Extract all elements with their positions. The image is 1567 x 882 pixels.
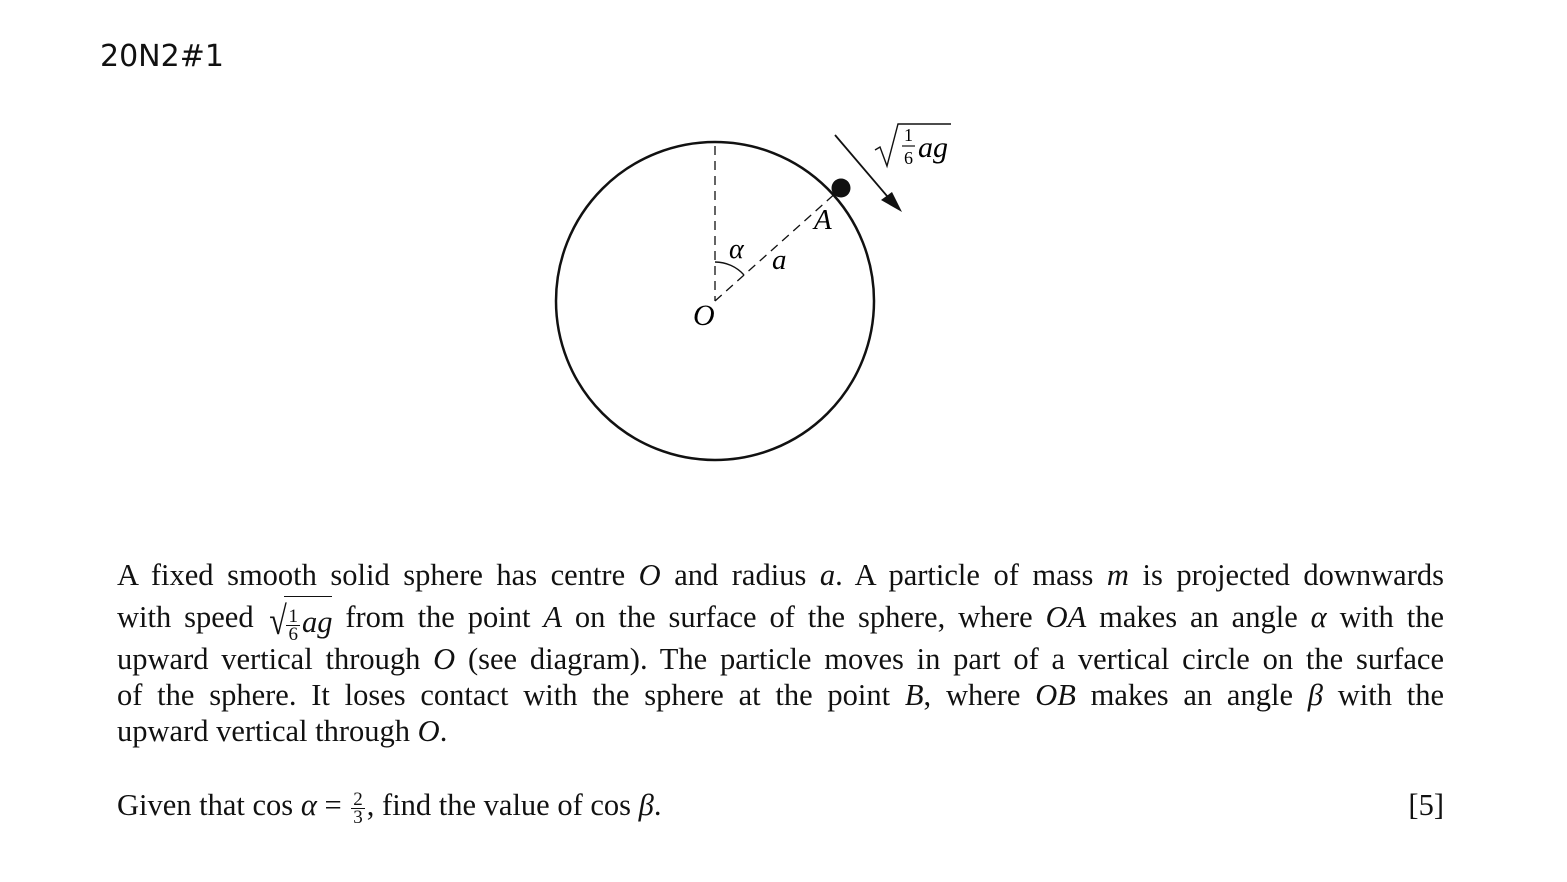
speed-ag: ag [918, 131, 948, 164]
label-point-a: A [814, 204, 832, 236]
problem-line-4: of the sphere. It loses contact with the sphere at the point B, where OB makes an angle β with the [117, 678, 1444, 712]
question-id: 20N2#1 [100, 39, 224, 74]
speed-label [875, 124, 951, 168]
particle-dot [832, 179, 851, 198]
speed-expression: √ $\frac{1}{6}$ ag [268, 598, 333, 645]
problem-line-3: upward vertical through O (see diagram). The particle moves in part of a vertical circle on the surface [117, 642, 1444, 676]
label-angle-alpha: α [729, 234, 744, 265]
problem-line-1: A fixed smooth solid sphere has centre O and radius a. A particle of mass m is projected downwards [117, 558, 1444, 592]
velocity-arrow-head [881, 192, 902, 212]
question-fraction: $\frac{2}{3}$ [353, 788, 363, 828]
question-line [117, 785, 1444, 826]
question-text: Given that cos α = $\frac{2}{3}$ , find the value of cos β. [117, 788, 662, 828]
marks-label: [5] [1408, 788, 1444, 822]
speed-fraction-numerator: 1 [904, 125, 913, 145]
label-centre-o: O [693, 299, 715, 332]
label-radius-a: a [772, 244, 787, 276]
problem-statement [117, 557, 1444, 749]
problem-line-2: with speed √ $\frac{1}{6}$ ag from the point A on the surface of the sphere, where OA makes an angle α with the [117, 593, 1444, 641]
speed-fraction-denominator: 6 [904, 148, 913, 168]
problem-line-5: upward vertical through O. [117, 714, 448, 748]
